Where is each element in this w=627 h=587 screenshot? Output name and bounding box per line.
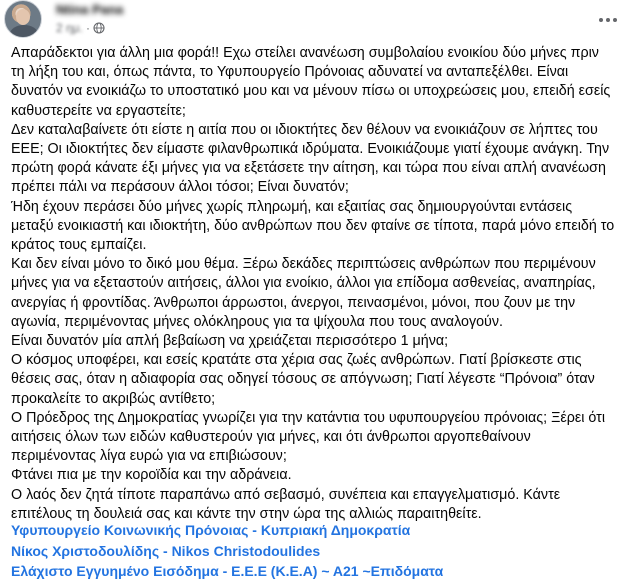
post-paragraph: Δεν καταλαβαίνετε ότι είστε η αιτία που οι ιδιοκτήτες δεν θέλουν να ενοικιάζουν σε λήπτες του ΕΕΕ; Οι ιδιοκτήτες δεν είμαστε φιλανθρωπικά ιδρύματα. Ενοικιάζουμε γιατί έχουμε ανάγκη. Την πρώτη φορά κάνατε έξι μήνες για να εξετάσετε την αίτηση, και τώρα που είναι απλή ανανέωση πρέπει πάλι να περάσουν άλλοι τόσοι; Είναι δυνατόν; [11, 121, 610, 196]
meta-separator: · [85, 21, 90, 35]
link-president[interactable]: Νίκος Χριστοδουλίδης - Nikos Christodoulides [11, 542, 321, 559]
post-paragraph: Ήδη έχουν περάσει δύο μήνες χωρίς πληρωμή, και εξαιτίας σας δημιουργούνται εντάσεις μεταξύ ενοικιαστή και ιδιοκτήτη, δύο ανθρώπων που δεν φταίνε σε τίποτα, παρά μόνο επειδή το κράτος τους εμπαίζει. [11, 198, 615, 254]
avatar-body [10, 25, 38, 38]
post-header [0, 0, 627, 44]
avatar[interactable] [4, 0, 42, 38]
link-minimum-income-group[interactable]: Ελάχιστο Εγγυημένο Εισόδημα - Ε.Ε.Ε (Κ.Ε.Α) ~ Α21 ~Επιδόματα [11, 563, 444, 579]
more-horizontal-icon [613, 18, 617, 22]
more-horizontal-icon [606, 18, 610, 22]
post-text [11, 44, 615, 524]
post-meta [56, 21, 105, 35]
post-paragraph: Ο κόσμος υποφέρει, και εσείς κρατάτε στα χέρια σας ζωές ανθρώπων. Γιατί βρίσκεστε στις θέσεις σας, όταν η αδιαφορία σας οδηγεί τόσους σε απόγνωση; Γιατί λέγεστε “Πρόνοια” όταν προκαλείτε το ακριβώς αντίθετο; [11, 352, 595, 407]
author-name[interactable]: Ntina Pana [56, 2, 124, 17]
more-options-button[interactable] [594, 6, 622, 34]
globe-icon[interactable] [93, 22, 105, 34]
tagged-links [11, 520, 615, 582]
avatar-face [16, 9, 30, 25]
post-paragraph: Ο Πρόεδρος της Δημοκρατίας γνωρίζει για την κατάντια του υφυπουργείου πρόνοιας; Ξέρει ότι αιτήσεις όλων των ειδών καθυστερούν για μήνες, και ότι άνθρωποι αργοπεθαίνουν περιμένοντας λίγα ευρώ για να επιβιώσουν; [11, 409, 605, 465]
post-paragraph: Ο λαός δεν ζητά τίποτε παραπάνω από σεβασμό, συνέπεια και επαγγελματισμό. Κάντε επιτέλους τη δουλειά σας και κάντε την στην ώρα της αλλιώς παραιτηθείτε. [11, 486, 561, 522]
post-paragraph: Είναι δυνατόν μία απλή βεβαίωση να χρειάζεται περισσότερο 1 μήνα; [11, 333, 449, 350]
timestamp[interactable]: 2 ημ. [56, 21, 83, 35]
post-paragraph: Και δεν είναι μόνο το δικό μου θέμα. Ξέρω δεκάδες περιπτώσεις ανθρώπων που περιμένουν μήνες για να εξεταστούν αιτήσεις, άλλοι για ενοίκιο, άλλοι για επίδομα ασθενείας, αναπηρίας, ανεργίας ή φροντίδας. Άνθρωποι άρρωστοι, άνεργοι, πεινασμένοι, μόνοι, που ζουν με την αγωνία, περιμένοντας μήνες ολόκληρους για τα ψίχουλα που τους αναλογούν. [11, 256, 596, 330]
post-paragraph: Φτάνει πια με την κοροϊδία και την αδράνεια. [11, 467, 292, 484]
post-paragraph: Απαράδεκτοι για άλλη μια φορά!! Εχω στείλει ανανέωση συμβολαίου ενοικίου δύο μήνες πριν τη λήξη του και, όπως πάντα, το Υφυπουργείο Πρόνοιας αδυνατεί να ανταπεξέλθει. Είναι δυνατόν να ενοικιάζω το υποστατικό μου και να μένουν πίσω οι υποχρεώσεις μου, επειδή εσείς καθυστερείτε να εργαστείτε; [11, 45, 611, 119]
more-horizontal-icon [599, 18, 603, 22]
link-ministry-welfare[interactable]: Υφυπουργείο Κοινωνικής Πρόνοιας - Κυπριακή Δημοκρατία [11, 522, 411, 538]
